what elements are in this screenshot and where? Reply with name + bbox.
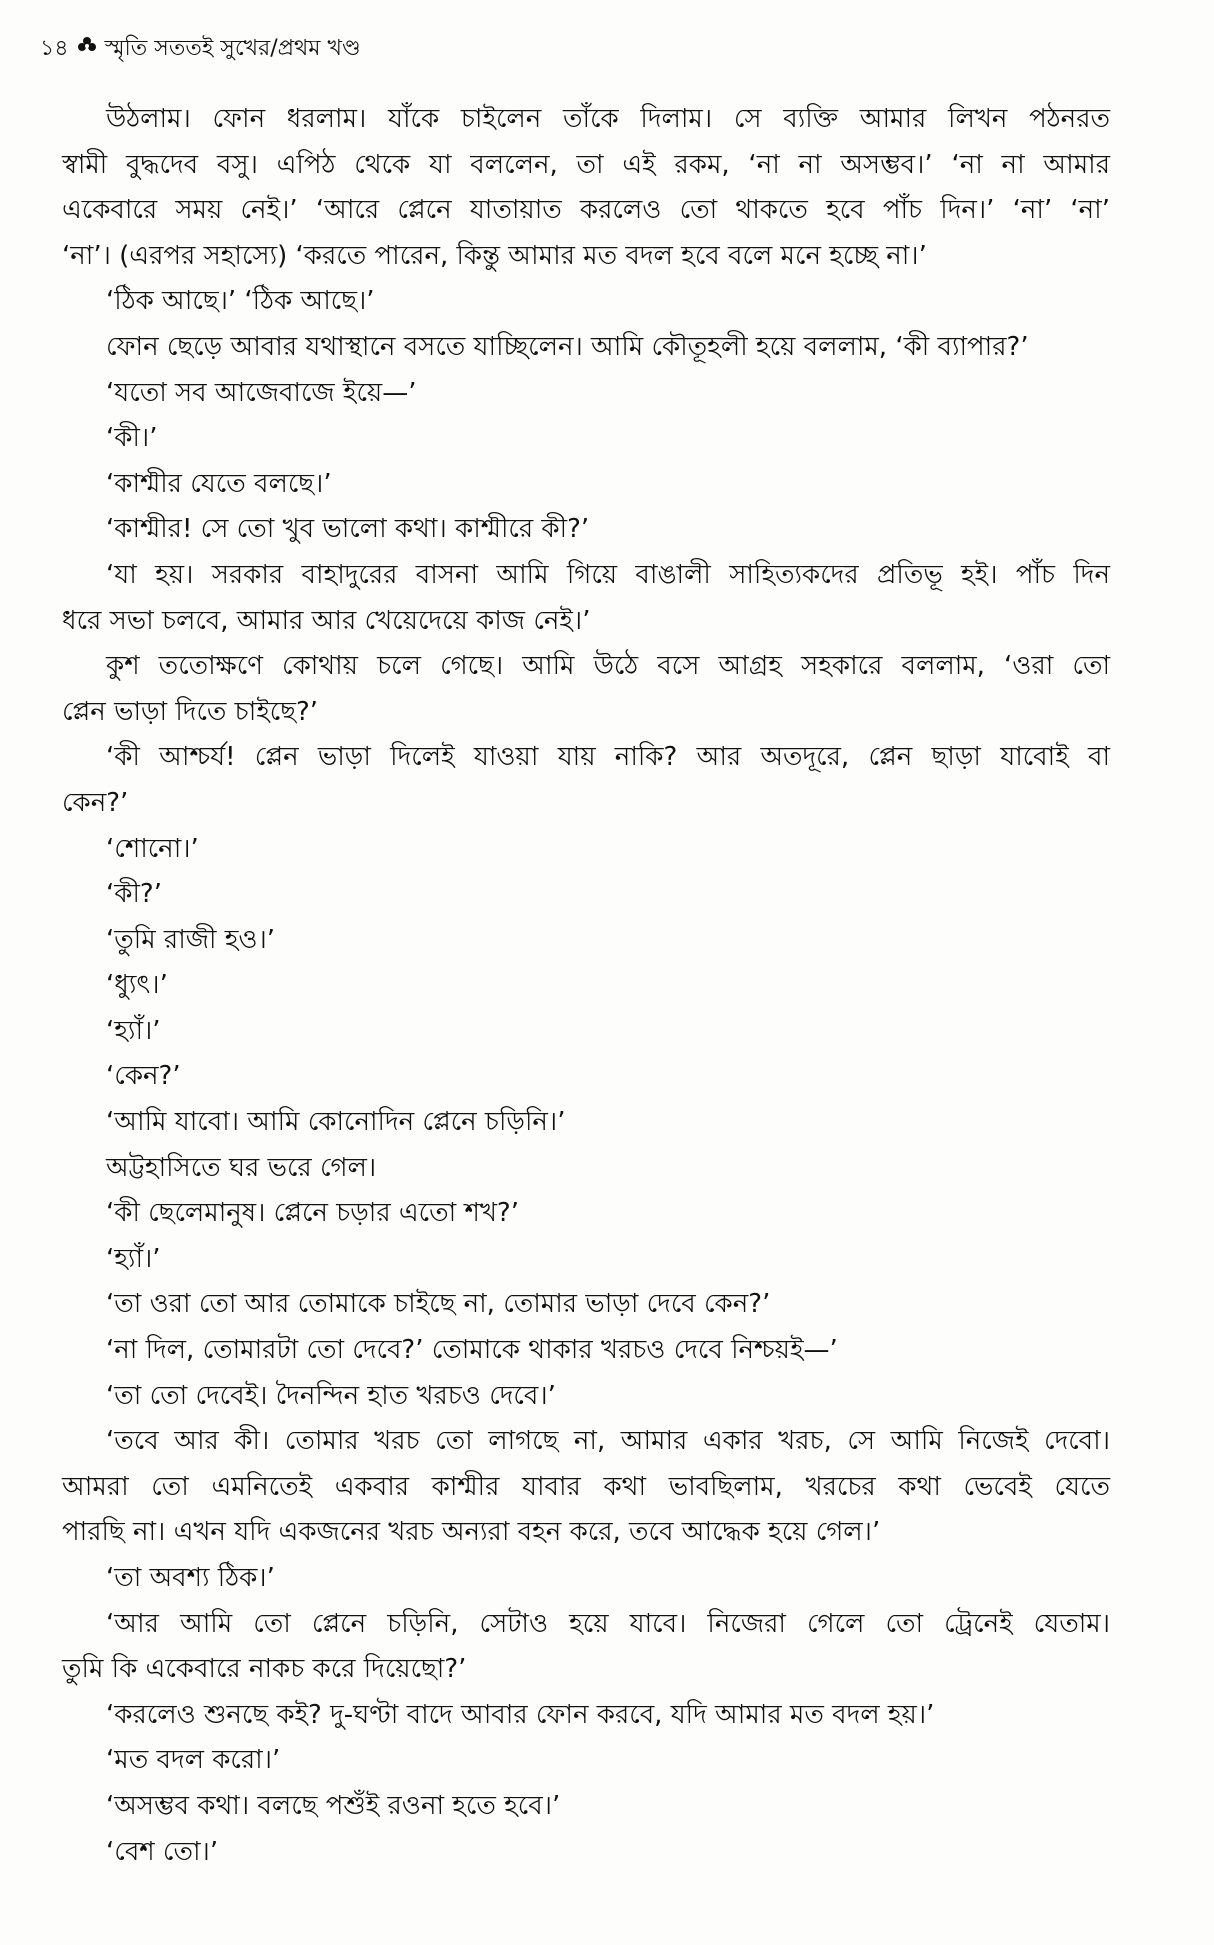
paragraph (62, 97, 1110, 279)
text-line: কেন?’ (62, 787, 129, 818)
text-line: ‘কাশ্মীর! সে তো খুব ভালো কথা। কাশ্মীরে কী?’ (106, 514, 590, 545)
running-header (40, 34, 361, 64)
text-line: ‘তা তো দেবেই। দৈনন্দিন হাত খরচও দেবে।’ (106, 1380, 556, 1411)
text-line: ‘না’। (এরপর সহাস্যে) ‘করতে পারেন, কিন্তু আমার মত বদল হবে বলে মনে হচ্ছে না।’ (62, 240, 927, 271)
text-line: ‘অসম্ভব কথা। বলছে পশুঁই রওনা হতে হবে।’ (106, 1790, 561, 1821)
text-line: ‘কী।’ (106, 423, 158, 454)
paragraph (62, 1191, 1110, 1237)
text-line: ‘মত বদল করো।’ (106, 1745, 281, 1776)
paragraph (62, 872, 1110, 918)
paragraph (62, 416, 1110, 462)
text-line: ‘যতো সব আজেবাজে ইয়ে—’ (106, 377, 417, 408)
paragraph (62, 1784, 1110, 1830)
text-line: ‘বেশ তো।’ (106, 1836, 219, 1867)
paragraph (62, 1602, 1110, 1693)
paragraph (62, 1146, 1110, 1192)
paragraph (62, 1693, 1110, 1739)
text-line: ‘কী ছেলেমানুষ। প্লেনে চড়ার এতো শখ?’ (106, 1198, 519, 1229)
text-line: ‘কী আশ্চর্য! প্লেন ভাড়া দিলেই যাওয়া যায় নাকি? আর অতদূরে, প্লেন ছাড়া যাবোই বা (106, 742, 1110, 773)
paragraph (62, 1054, 1110, 1100)
paragraph (62, 1100, 1110, 1146)
text-line: ‘হ্যাঁ।’ (106, 1015, 161, 1046)
paragraph (62, 1374, 1110, 1420)
text-line: ‘না দিল, তোমারটা তো দেবে?’ তোমাকে থাকার খরচও দেবে নিশ্চয়ই—’ (106, 1335, 838, 1366)
book-title: স্মৃতি সততই সুখের/প্রথম খণ্ড (104, 36, 361, 61)
page-number: ১৪ (40, 36, 69, 61)
paragraph (62, 1282, 1110, 1328)
flower-ornament-icon (77, 34, 97, 64)
paragraph (62, 1419, 1110, 1556)
paragraph (62, 1009, 1110, 1055)
text-line: ‘হ্যাঁ।’ (106, 1243, 161, 1274)
text-line: ‘কাশ্মীর যেতে বলছে।’ (106, 468, 332, 499)
text-line: উঠলাম। ফোন ধরলাম। যাঁকে চাইলেন তাঁকে দিলাম। সে ব্যক্তি আমার লিখন পঠনরত (106, 104, 1110, 134)
paragraph (62, 325, 1110, 371)
body-text (62, 97, 1110, 1875)
text-line: স্বামী বুদ্ধদেব বসু। এপিঠ থেকে যা বললেন, তা এই রকম, ‘না না অসম্ভব।’ ‘না না আমার (62, 149, 1110, 180)
text-line: ‘আমি যাবো। আমি কোনোদিন প্লেনে চড়িনি।’ (106, 1107, 566, 1138)
text-line: ‘তুমি রাজী হও।’ (106, 924, 276, 955)
text-line: ‘তা ওরা তো আর তোমাকে চাইছে না, তোমার ভাড়া দেবে কেন?’ (106, 1289, 771, 1320)
paragraph (62, 507, 1110, 553)
text-line: ‘আর আমি তো প্লেনে চড়িনি, সেটাও হয়ে যাবে। নিজেরা গেলে তো ট্রেনেই যেতাম। (106, 1608, 1110, 1639)
paragraph (62, 553, 1110, 644)
paragraph (62, 371, 1110, 417)
paragraph (62, 462, 1110, 508)
text-line: ‘কী?’ (106, 879, 162, 910)
paragraph (62, 735, 1110, 826)
paragraph (62, 1556, 1110, 1602)
paragraph (62, 1237, 1110, 1283)
text-line: অট্টহাসিতে ঘর ভরে গেল। (106, 1152, 377, 1183)
text-line: ‘ধ্যুৎ।’ (106, 970, 168, 1001)
paragraph (62, 279, 1110, 325)
text-line: ধরে সভা চলবে, আমার আর খেয়েদেয়ে কাজ নেই।’ (62, 605, 591, 636)
text-line: ফোন ছেড়ে আবার যথাস্থানে বসতে যাচ্ছিলেন। আমি কৌতূহলী হয়ে বললাম, ‘কী ব্যাপার?’ (106, 331, 1029, 362)
paragraph (62, 918, 1110, 964)
text-line: একেবারে সময় নেই।’ ‘আরে প্লেনে যাতায়াত করলেও তো থাকতে হবে পাঁচ দিন।’ ‘না’ ‘না’ (62, 195, 1110, 226)
text-line: তুমি কি একেবারে নাকচ করে দিয়েছো?’ (62, 1654, 467, 1685)
text-line: ‘ঠিক আছে।’ ‘ঠিক আছে।’ (106, 286, 375, 317)
paragraph (62, 644, 1110, 735)
text-line: কুশ ততোক্ষণে কোথায় চলে গেছে। আমি উঠে বসে আগ্রহ সহকারে বললাম, ‘ওরা তো (106, 651, 1110, 682)
paragraph (62, 1738, 1110, 1784)
text-line: পারছি না। এখন যদি একজনের খরচ অন্যরা বহন করে, তবে আদ্ধেক হয়ে গেল।’ (62, 1517, 881, 1548)
text-line: আমরা তো এমনিতেই একবার কাশ্মীর যাবার কথা ভাবছিলাম, খরচের কথা ভেবেই যেতে (62, 1471, 1110, 1502)
paragraph (62, 827, 1110, 873)
text-line: প্লেন ভাড়া দিতে চাইছে?’ (62, 696, 319, 727)
paragraph (62, 1328, 1110, 1374)
text-line: ‘তবে আর কী। তোমার খরচ তো লাগছে না, আমার একার খরচ, সে আমি নিজেই দেবো। (106, 1426, 1110, 1457)
text-line: ‘শোনো।’ (106, 833, 199, 864)
text-line: ‘করলেও শুনছে কই? দু-ঘণ্টা বাদে আবার ফোন করবে, যদি আমার মত বদল হয়।’ (106, 1699, 935, 1730)
paragraph (62, 963, 1110, 1009)
paragraph (62, 1830, 1110, 1876)
text-line: ‘কেন?’ (106, 1061, 181, 1092)
text-line: ‘যা হয়। সরকার বাহাদুরের বাসনা আমি গিয়ে বাঙালী সাহিত্যকদের প্রতিভূ হই। পাঁচ দিন (106, 559, 1110, 590)
text-line: ‘তা অবশ্য ঠিক।’ (106, 1563, 275, 1593)
